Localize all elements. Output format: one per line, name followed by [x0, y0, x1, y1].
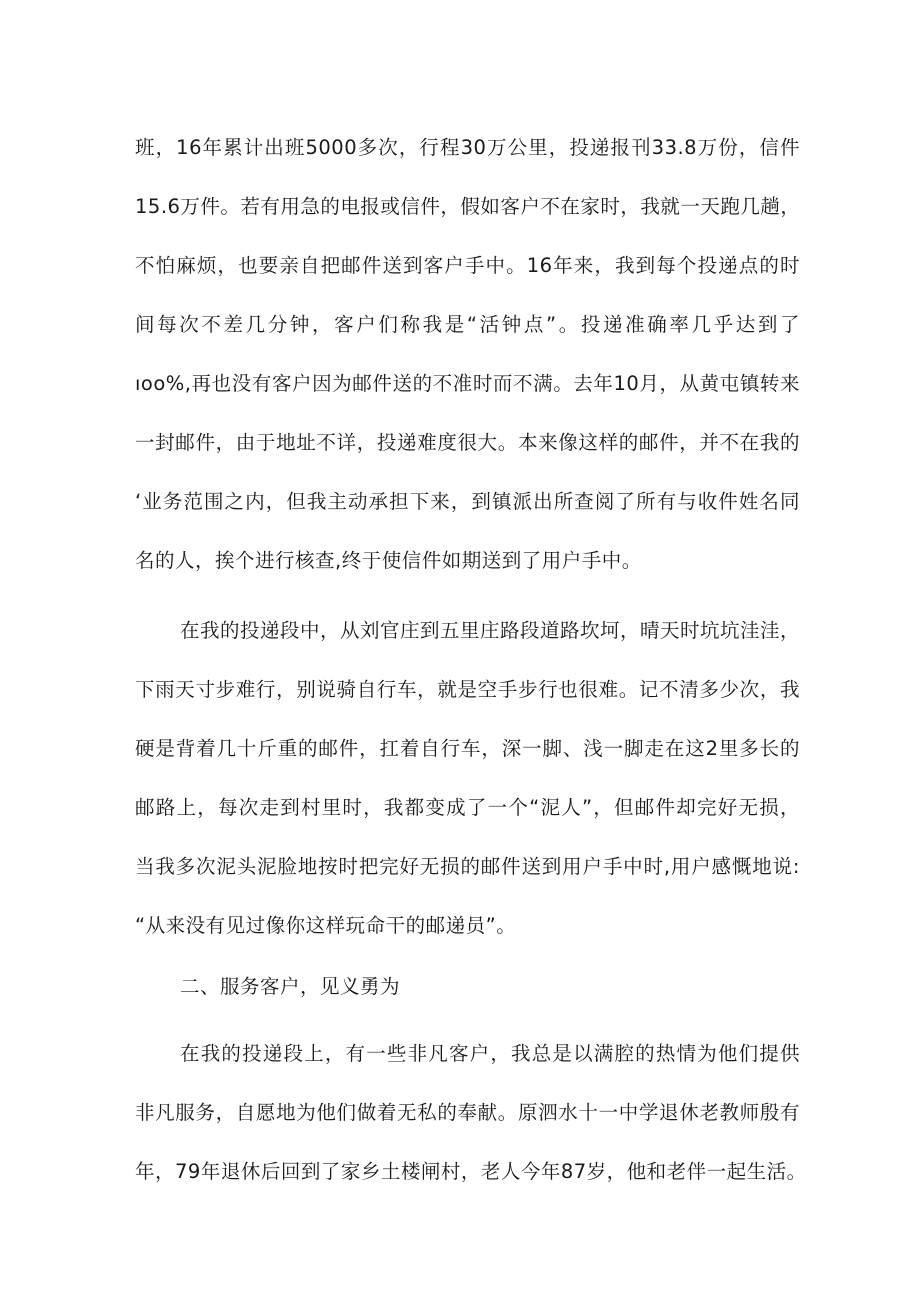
- text-line: 下雨天寸步难行，别说骑自行车，就是空手步行也很难。记不清多少次，我: [135, 678, 800, 701]
- text-line: 非凡服务，自愿地为他们做着无私的奉献。原泗水十一中学退休老教师殷有: [135, 1101, 800, 1124]
- text-line: ıoo%,再也没有客户因为邮件送的不准时而不满。去年10月，从黄屯镇转来: [135, 372, 800, 395]
- text-line: 当我多次泥头泥脸地按时把完好无损的邮件送到用户手中时,用户感慨地说:: [135, 855, 800, 878]
- text-line: 不怕麻烦，也要亲自把邮件送到客户手中。16年来，我到每个投递点的时: [135, 254, 800, 277]
- text-line: 硬是背着几十斤重的邮件，扛着自行车，深一脚、浅一脚走在这2里多长的: [135, 737, 800, 760]
- text-line: 在我的投递段中，从刘官庄到五里庄路段道路坎坷，晴天时坑坑洼洼，: [180, 619, 801, 642]
- section-heading: 二、服务客户，见义勇为: [180, 975, 401, 998]
- text-line: 邮路上，每次走到村里时，我都变成了一个“泥人”，但邮件却完好无损，: [135, 796, 800, 819]
- text-line: 间每次不差几分钟，客户们称我是“活钟点”。投递准确率几乎达到了: [135, 313, 800, 336]
- text-line: 名的人，挨个进行核查,终于使信件如期送到了用户手中。: [135, 549, 642, 572]
- text-line: 班，16年累计出班5000多次，行程30万公里，投递报刊33.8万份，信件: [135, 136, 800, 159]
- text-line: “从来没有见过像你这样玩命干的邮递员”。: [135, 914, 517, 937]
- text-line: ‘业务范围之内，但我主动承担下来，到镇派出所查阅了所有与收件姓名同: [135, 490, 800, 513]
- text-line: 年，79年退休后回到了家乡土楼闸村，老人今年87岁，他和老伴一起生活。: [135, 1160, 807, 1183]
- text-line: 一封邮件，由于地址不详，投递难度很大。本来像这样的邮件，并不在我的: [135, 431, 800, 454]
- text-line: 15.6万件。若有用急的电报或信件，假如客户不在家时，我就一天跑几趟，: [135, 195, 801, 218]
- text-line: 在我的投递段上，有一些非凡客户，我总是以满腔的热情为他们提供: [180, 1042, 800, 1065]
